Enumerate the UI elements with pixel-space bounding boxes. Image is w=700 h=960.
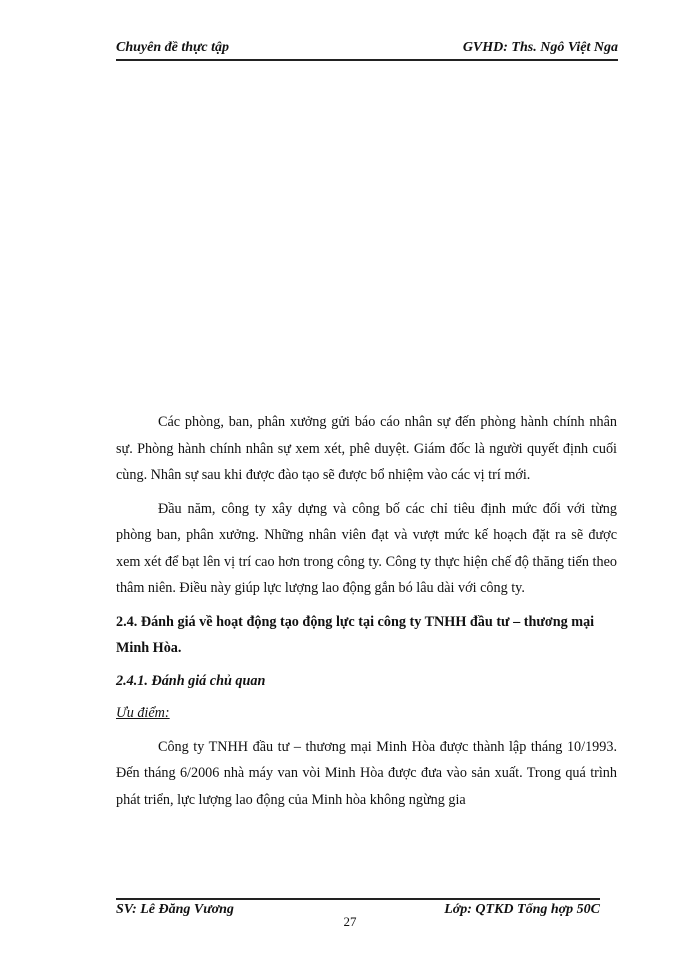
document-body: [116, 409, 617, 820]
section-heading-2-4: 2.4. Đánh giá về hoạt động tạo động lực tại công ty TNHH đầu tư – thương mại Minh Hòa.: [116, 613, 595, 656]
paragraph-personnel-reports: Các phòng, ban, phân xưởng gửi báo cáo nhân sự đến phòng hành chính nhân sự. Phòng hành chính nhân sự xem xét, phê duyệt. Giám đốc là người quyết định cuối cùng. Nhân sự sau khi được đào tạo sẽ được bổ nhiệm vào các vị trí mới.: [116, 414, 617, 483]
footer-student: SV: Lê Đăng Vương: [116, 902, 234, 917]
paragraph-company-history: Công ty TNHH đầu tư – thương mại Minh Hòa được thành lập tháng 10/1993. Đến tháng 6/2006 nhà máy van vòi Minh Hòa được đưa vào sản xuất. Trong quá trình phát triển, lực lượng lao động của Minh hòa không ngừng gia: [116, 738, 617, 808]
footer-class: Lớp: QTKD Tổng hợp 50C: [444, 902, 600, 917]
footer-rule: [116, 898, 600, 900]
subsection-heading-2-4-1: 2.4.1. Đánh giá chủ quan: [116, 672, 266, 689]
paragraph-annual-targets: Đầu năm, công ty xây dựng và công bố các chỉ tiêu định mức đối với từng phòng ban, phân xưởng. Những nhân viên đạt và vượt mức kế hoạch đặt ra sẽ được xem xét để bạt lên vị trí cao hơn trong công ty. Công ty thực hiện chế độ thăng tiến theo thâm niên. Điều này giúp lực lượng lao động gắn bó lâu dài với công ty.: [116, 500, 617, 596]
header-advisor: GVHD: Ths. Ngô Việt Nga: [462, 40, 618, 55]
advantages-label: Ưu điểm:: [116, 705, 170, 721]
page-header: [116, 40, 618, 60]
header-rule: [116, 59, 618, 61]
page-number: 27: [343, 914, 357, 929]
header-topic: Chuyên đề thực tập: [116, 40, 230, 55]
